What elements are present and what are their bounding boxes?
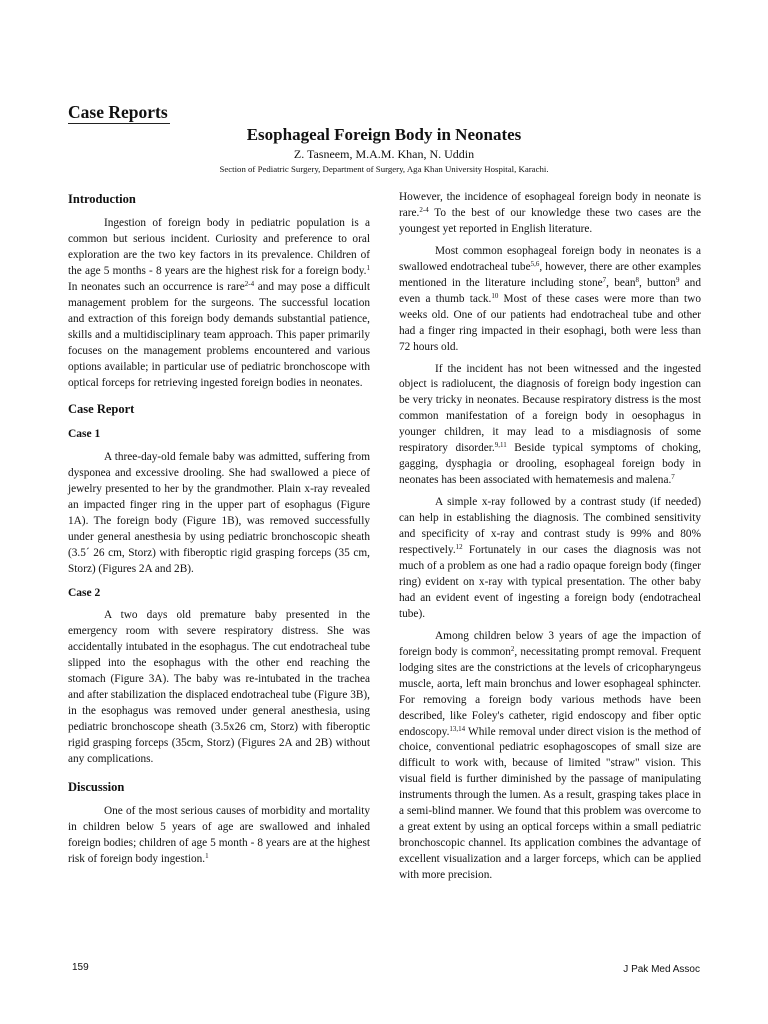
- right-column: [399, 190, 701, 884]
- page-number: 159: [72, 962, 89, 973]
- affiliation: Section of Pediatric Surgery, Department of Surgery, Aga Khan University Hospital, Karachi.: [219, 164, 549, 174]
- discussion-paragraph-4: If the incident has not been witnessed and the ingested object is radiolucent, the diagnosis of foreign body ingestion can be very tricky in neonates. Because respiratory distress is the most common manifestation of a foreign body in oesophagus in younger children, it may lead to a misdiagnosis of some respiratory disorder.$^{9,11}$ Beside typical symptoms of choking, gagging, dysphagia or drooling, esophageal foreign body in neonates has been associated with hematemesis and malena.$^7$: [399, 362, 701, 487]
- section-label: Case Reports: [68, 102, 168, 122]
- discussion-heading: Discussion: [68, 779, 125, 794]
- left-column: [68, 190, 370, 867]
- intro-paragraph: Ingestion of foreign body in pediatric population is a common but serious incident. Curiosity and preference to oral exploration are the two key factors in its prevalence. Children of the age 5 months - 8 years are the highest risk for a foreign body.$^1$ In neonates such an occurrence is rare$^{2-4}$ and may pose a difficult management problem for the surgeons. The successful location and extraction of this foreign body demands substantial patience, skills and a multidisciplinary team approach. This paper primarily focuses on the management problems encountered and various options available; in particular use of pediatric bronchoscope with optical forceps for retrieving ingested foreign bodies in neonates.: [68, 217, 370, 389]
- case2-heading: Case 2: [68, 587, 101, 600]
- article-title: Esophageal Foreign Body in Neonates: [246, 125, 522, 144]
- discussion-paragraph-1: One of the most serious causes of morbidity and mortality in children below 5 years of age are swallowed and inhaled foreign bodies; children of age 5 month - 8 years are at the highest risk of foreign body ingestion.$^1$: [68, 804, 370, 865]
- case2-paragraph: A two days old premature baby presented in the emergency room with severe respiratory distress. She was accidentally intubated in the esophagus. The cut endotracheal tube slipped into the esophagus with the other end reaching the stomach (Figure 3A). The baby was re-intubated in the trachea and after stabilization the displaced endotracheal tube (Figure 3B), in the esophagus was removed under general anesthesia, using pediatric bronchoscope sheath (3.5x26 cm, Storz) with fiberoptic rigid grasping forceps (35cm, Storz) (Figures 2A and 2B) without any complications.: [68, 609, 370, 765]
- authors: Z. Tasneem, M.A.M. Khan, N. Uddin: [293, 147, 475, 161]
- discussion-paragraph-2: However, the incidence of esophageal foreign body in neonate is rare.$^{2-4}$ To the best of our knowledge these two cases are the youngest yet reported in English literature.: [399, 191, 701, 235]
- case-report-heading: Case Report: [68, 402, 135, 417]
- introduction-heading: Introduction: [68, 192, 136, 206]
- discussion-paragraph-6: Among children below 3 years of age the impaction of foreign body is common$^2$, necessitating prompt removal. Frequent lodging sites are the constrictions at the levels of cricopharyngeus muscle, aorta, left main bronchus and lower esophageal sphincter. For removing a foreign body various methods have been described, like Foley's catheter, rigid endoscopy and fiber optic endoscopy.$^{13,14}$ While removal under direct vision is the method of choice, conventional pediatric esophagoscopes of small size are difficult to work with, because of limited "straw" vision. This visual field is further diminished by the passage of manipulating instruments through the lumen. As a result, grasping takes place in a semi-blind manner. We found that this problem was overcome to a great extent by using an optical forceps within a small pediatric bronchoscopic channel. Its application combines the advantage of excellent visualization and a larger forceps, which can be applied with more precision.: [399, 629, 701, 882]
- discussion-paragraph-5: A simple x-ray followed by a contrast study (if needed) can help in establishing the diagnosis. The combined sensitivity and specificity of x-ray and contrast study is 99% and 80% respectively.$^{12}$ Fortunately in our cases the diagnosis was not much of a problem as one had a radio opaque foreign body (finger ring) evident on x-ray with typical presentation. The other baby had an evident event of ingesting a foreign body (endotracheal tube).: [399, 496, 701, 620]
- discussion-paragraph-3: Most common esophageal foreign body in neonates is a swallowed endotracheal tube$^{5,6}$, however, there are other examples mentioned in the literature including stone$^7$, bean$^8$, button$^9$ and even a thumb tack.$^{10}$ Most of these cases were more than two weeks old. One of our patients had endotracheal tube and other had a finger ring impacted in their esophagi, both were less than 72 hours old.: [399, 244, 702, 353]
- case1-heading: Case 1: [68, 428, 101, 441]
- journal-name: J Pak Med Assoc: [623, 964, 700, 975]
- case1-paragraph: A three-day-old female baby was admitted, suffering from dysponea and excessive drooling. She had swallowed a piece of jewelry presented to her by the grandmother. Plain x-ray revealed an impacted finger ring in the upper part of esophagus (Figure 1A). The foreign body (Figure 1B), was removed successfully under general anesthesia by using pediatric bronchoscopic sheath (3.5´ 26 cm, Storz) with fiberoptic rigid grasping forceps (35 cm, Storz) (Figures 2A and 2B).: [68, 451, 370, 576]
